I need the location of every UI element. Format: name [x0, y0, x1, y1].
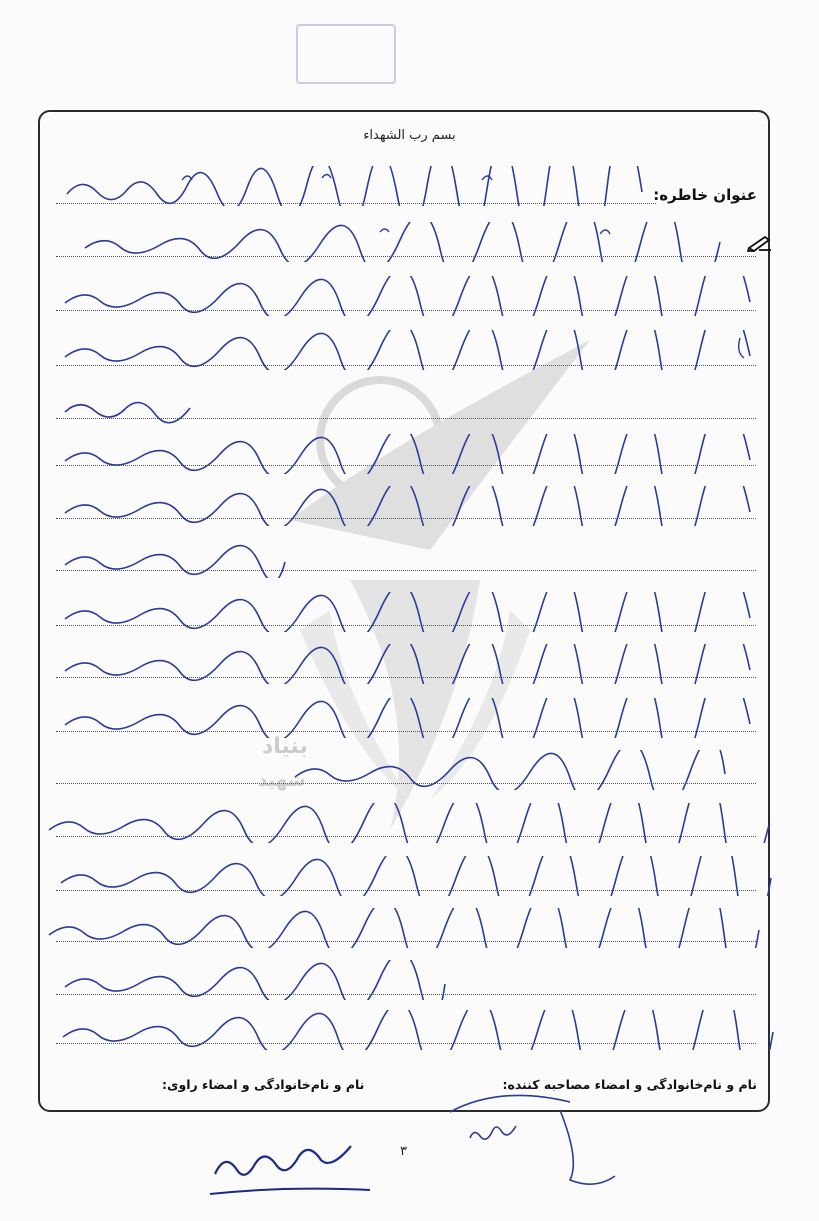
handwriting-line — [60, 592, 760, 632]
pen-icon — [747, 234, 773, 252]
handwriting-line — [44, 908, 764, 948]
handwriting-line — [44, 803, 774, 843]
interviewer-signature-label: نام و نام‌خانوادگی و امضاء مصاحبه کننده: — [502, 1077, 757, 1092]
handwriting-line — [60, 434, 760, 474]
handwriting-line — [60, 698, 760, 738]
interviewer-signature — [440, 1080, 620, 1190]
narrator-signature — [205, 1134, 375, 1204]
handwriting-line — [60, 538, 290, 578]
handwriting-line — [80, 222, 730, 262]
watermark-text-top: بنیاد — [262, 734, 308, 759]
handwriting-line — [60, 486, 760, 526]
handwriting-line — [58, 1010, 778, 1050]
handwriting-line — [60, 276, 760, 316]
narrator-signature-label: نام و نام‌خانوادگی و امضاء راوی: — [162, 1077, 365, 1092]
handwriting-line — [60, 960, 450, 1000]
memory-title-label: عنوان خاطره: — [653, 186, 757, 204]
handwriting-line — [56, 856, 776, 896]
handwriting-line — [290, 750, 730, 790]
handwriting-line — [60, 330, 760, 370]
watermark-text-bottom: شهید — [258, 770, 306, 791]
page-header-title: بسم رب الشهداء — [363, 128, 456, 143]
handwriting-line — [60, 644, 760, 684]
ink-stamp — [296, 24, 396, 84]
page-number: ۳ — [400, 1144, 407, 1159]
handwriting-line — [60, 386, 200, 426]
handwriting-line — [62, 166, 652, 206]
